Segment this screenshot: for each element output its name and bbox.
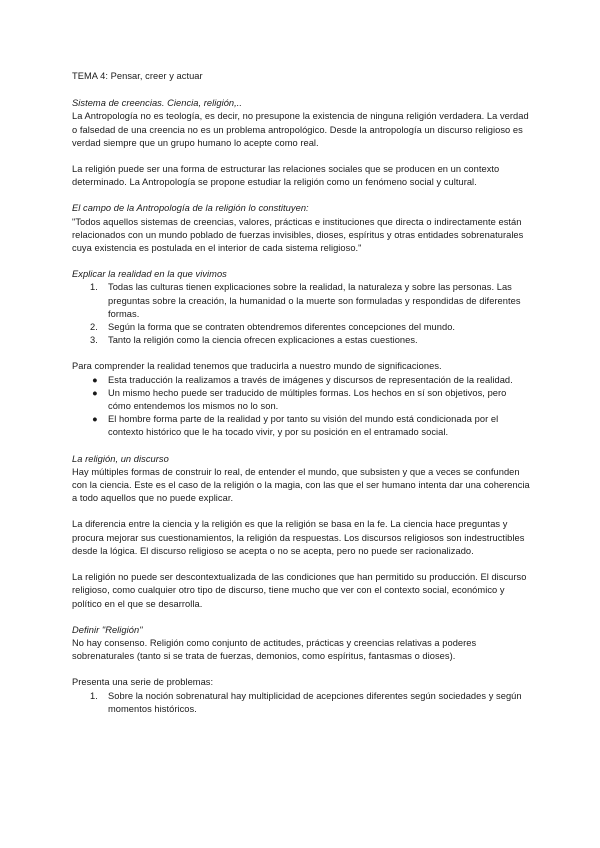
spacer: [72, 611, 530, 624]
paragraph: Para comprender la realidad tenemos que traducirla a nuestro mundo de significaciones.: [72, 361, 442, 372]
list-number: 1.: [90, 282, 98, 293]
bullet-icon: ●: [92, 387, 98, 398]
paragraph: La diferencia entre la ciencia y la religión es que la religión se basa en la fe. La ciencia hace preguntas y procura mejorar sus cuestionamientos, la religión da respuestas. Los discursos religiosos son indestructibles desde la lógica. El discurso religioso se acepta o no se acepta, pero no puede ser racionalizado.: [72, 519, 525, 556]
list-item: [72, 387, 530, 413]
list-item-text: Según la forma que se contraten obtendremos diferentes concepciones del mundo.: [108, 322, 456, 333]
list-number: 2.: [90, 322, 98, 333]
spacer: [72, 505, 530, 518]
spacer: [72, 440, 530, 453]
list-item-text: Esta traducción la realizamos a través de imágenes y discursos de representación de la realidad.: [108, 374, 513, 385]
spacer: [72, 189, 530, 202]
spacer: [72, 558, 530, 571]
bullet-icon: ●: [92, 414, 98, 425]
quote-paragraph: "Todos aquellos sistemas de creencias, valores, prácticas e instituciones que directa o indirectamente están relacionados con un mundo poblado de fuerzas invisibles, dioses, espíritus y otras entidades sobrenaturales cuya existencia es postulada en el interior de cada sistema religioso.": [72, 216, 524, 254]
section-heading-explicar-realidad: Explicar la realidad en la que vivimos: [72, 269, 227, 280]
list-item-text: Todas las culturas tienen explicaciones sobre la realidad, la naturaleza y sobre las personas. Las preguntas sobre la creación, la humanidad o la muerte son formuladas y respondidas de diferentes formas.: [108, 282, 521, 319]
bullet-icon: ●: [92, 374, 98, 385]
list-item-text: Tanto la religión como la ciencia ofrecen explicaciones a estas cuestiones.: [108, 335, 418, 346]
spacer: [72, 663, 530, 676]
spacer: [72, 150, 530, 163]
section-heading-campo-antropologia: El campo de la Antropología de la religión lo constituyen:: [72, 203, 309, 214]
list-number: 1.: [90, 690, 98, 701]
spacer: [72, 347, 530, 360]
spacer: [72, 255, 530, 268]
list-item-text: El hombre forma parte de la realidad y por tanto su visión del mundo está condicionada por el contexto histórico que le ha tocado vivir, y por su posición en el entramado social.: [108, 414, 499, 438]
list-item: [72, 334, 530, 347]
list-item: [72, 281, 530, 321]
list-item: [72, 690, 530, 716]
paragraph: La Antropología no es teología, es decir, no presupone la existencia de ninguna religión verdadera. La verdad o falsedad de una creencia no es un problema antropológico. Desde la antropología un discurso religioso es verdad siempre que un grupo humano lo acepte como real.: [72, 111, 529, 148]
list-item-text: Sobre la noción sobrenatural hay multiplicidad de acepciones diferentes según sociedades y según momentos históricos.: [108, 690, 522, 714]
numbered-list: [72, 690, 530, 716]
paragraph: No hay consenso. Religión como conjunto de actitudes, prácticas y creencias relativas a poderes sobrenaturales (tanto si se trata de fuerzas, demonios, como espíritus, fantasmas o dioses).: [72, 637, 477, 662]
list-item: [72, 413, 530, 439]
numbered-list: [72, 281, 530, 347]
paragraph: Hay múltiples formas de construir lo real, de entender el mundo, que subsisten y que a veces se confunden con la ciencia. Este es el caso de la religión o la magia, con las que el ser humano intenta dar una coherencia a todo aquellos que no puede explicar.: [72, 466, 530, 504]
section-heading-definir-religion: Definir "Religión": [72, 624, 143, 635]
bullet-list: [72, 374, 530, 440]
list-item: [72, 374, 530, 387]
document-title: TEMA 4: Pensar, creer y actuar: [72, 71, 203, 81]
section-heading-religion-discurso: La religión, un discurso: [72, 453, 169, 464]
list-item-text: Un mismo hecho puede ser traducido de múltiples formas. Los hechos en sí son objetivos, pero cómo entendemos los mismos no lo son.: [108, 387, 507, 412]
section-heading-sistema-creencias: Sistema de creencias. Ciencia, religión,..: [72, 98, 243, 109]
paragraph: Presenta una serie de problemas:: [72, 677, 214, 688]
list-item: [72, 321, 530, 334]
paragraph: La religión puede ser una forma de estructurar las relaciones sociales que se producen en un contexto determinado. La Antropología se propone estudiar la religión como un fenómeno social y cultural.: [72, 164, 500, 188]
paragraph: La religión no puede ser descontextualizada de las condiciones que han permitido su producción. El discurso religioso, como cualquier otro tipo de discurso, tiene mucho que ver con el contexto social, económico y político en el que se desarrolla.: [72, 572, 527, 609]
list-number: 3.: [90, 335, 98, 346]
